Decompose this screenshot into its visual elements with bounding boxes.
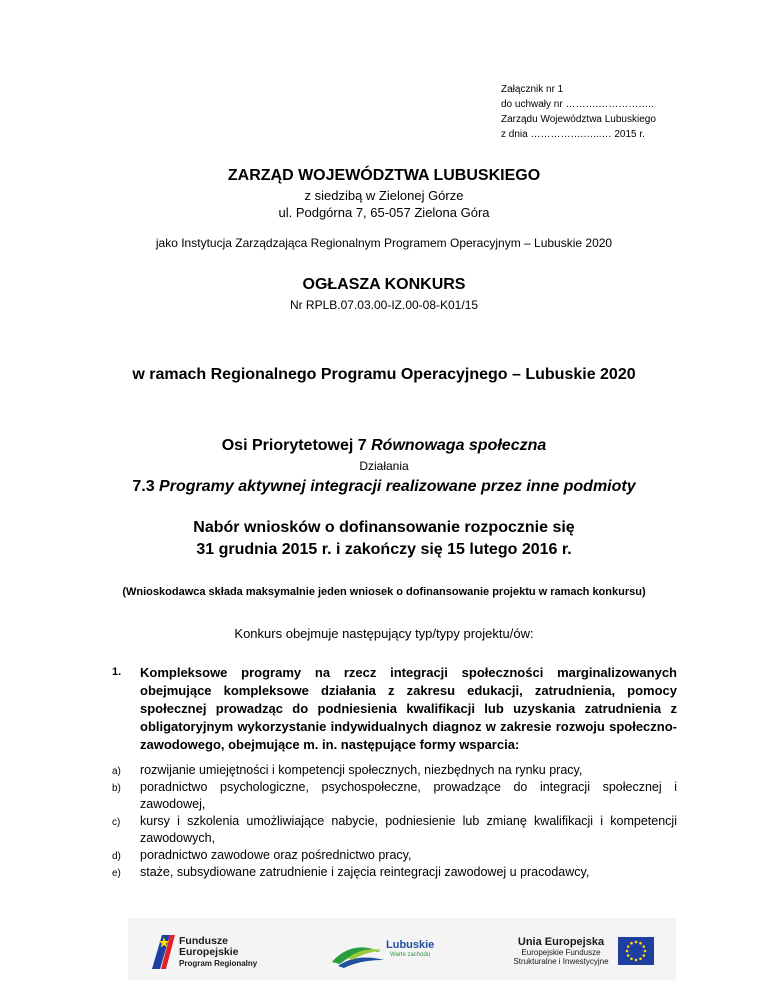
lubuskie-name: Lubuskie	[386, 939, 435, 951]
project-type-number: 1.	[112, 666, 122, 678]
ue-title: Unia Europejska	[517, 936, 605, 948]
list-item-text: poradnictwo psychologiczne, psychospołeczne, prowadzące do integracji społecznej i zawodowej,	[140, 780, 677, 811]
ue-line-2: Strukturalne i Inwestycyjne	[513, 957, 609, 966]
axis-name: Równowaga społeczna	[371, 437, 547, 454]
list-item-letter: c)	[112, 817, 121, 828]
covers-label: Konkurs obejmuje następujący typ/typy projektu/ów:	[234, 626, 534, 641]
annex-line-3: Zarządu Województwa Lubuskiego	[501, 114, 656, 125]
list-item	[112, 813, 677, 847]
announcement-number: Nr RPLB.07.03.00-IZ.00-08-K01/15	[289, 298, 479, 312]
fe-line-3: Program Regionalny	[179, 959, 258, 968]
organization-title: ZARZĄD WOJEWÓDZTWA LUBUSKIEGO	[227, 167, 541, 184]
fundusze-europejskie-text	[179, 936, 257, 970]
project-type-text: Kompleksowe programy na rzecz integracji społeczności marginalizowanych obejmujące kompleksowe działania z zakresu edukacji, zatrudnienia, pomocy społecznej prowadząc do podniesienia kwalifikacji lub uzyskania zatrudnienia z obligatoryjnym wykorzystanie indywidualnych diagnoz w zakresie rozwoju społeczno-zawodowego, obejmujące m. in. następujące formy wsparcia:	[140, 665, 677, 752]
organization-seat: z siedzibą w Zielonej Górze	[304, 188, 464, 203]
annex-line-2: do uchwały nr ……….……………..	[501, 99, 654, 110]
unia-europejska-text	[496, 936, 626, 966]
measure-name: Programy aktywnej integracji realizowane przez inne podmioty	[159, 478, 636, 495]
list-item-letter: b)	[112, 783, 121, 794]
list-item	[112, 762, 677, 779]
measure-prefix: 7.3	[132, 478, 160, 495]
list-item-text: rozwijanie umiejętności i kompetencji społecznych, niezbędnych na rynku pracy,	[140, 763, 583, 777]
project-type-1	[112, 664, 677, 754]
list-item	[112, 864, 677, 881]
axis-prefix: Osi Priorytetowej 7	[221, 437, 372, 454]
measure	[0, 478, 768, 496]
lubuskie-tagline: Warte zachodu	[390, 952, 431, 958]
list-item	[112, 779, 677, 813]
footer-logos	[128, 918, 676, 980]
support-forms-list	[112, 762, 677, 881]
list-item-letter: e)	[112, 868, 121, 879]
program-name: w ramach Regionalnego Programu Operacyjnego – Lubuskie 2020	[132, 366, 636, 383]
nabor-line-2: 31 grudnia 2015 r. i zakończy się 15 lutego 2016 r.	[196, 541, 572, 558]
organization-role: jako Instytucja Zarządzająca Regionalnym Programem Operacyjnym – Lubuskie 2020	[155, 236, 613, 250]
list-item-letter: a)	[112, 766, 121, 777]
fe-line-1: Fundusze	[179, 935, 228, 947]
applicant-note: (Wnioskodawca składa maksymalnie jeden wniosek o dofinansowanie projektu w ramach konkursu)	[122, 586, 646, 598]
list-item-letter: d)	[112, 851, 121, 862]
ue-line-1: Europejskie Fundusze	[521, 948, 601, 957]
priority-axis	[0, 437, 768, 455]
dzialania-label: Działania	[359, 459, 409, 473]
fe-line-2: Europejskie	[179, 946, 239, 958]
annex-line-4: z dnia …………….…...… 2015 r.	[501, 129, 645, 140]
list-item-text: poradnictwo zawodowe oraz pośrednictwo pracy,	[140, 848, 412, 862]
eu-flag-icon	[618, 937, 654, 965]
list-item	[112, 847, 677, 864]
list-item-text: kursy i szkolenia umożliwiające nabycie, podniesienie lub zmianę kwalifikacji i kompetencji zawodowych,	[140, 814, 677, 845]
announcement-title: OGŁASZA KONKURS	[302, 276, 466, 293]
list-item-text: staże, subsydiowane zatrudnienie i zajęcia reintegracji zawodowej u pracodawcy,	[140, 865, 590, 879]
nabor-line-1: Nabór wniosków o dofinansowanie rozpocznie się	[193, 519, 575, 536]
annex-line-1: Załącznik nr 1	[501, 84, 564, 95]
annex-block	[501, 82, 701, 142]
organization-address: ul. Podgórna 7, 65-057 Zielona Góra	[278, 205, 490, 220]
